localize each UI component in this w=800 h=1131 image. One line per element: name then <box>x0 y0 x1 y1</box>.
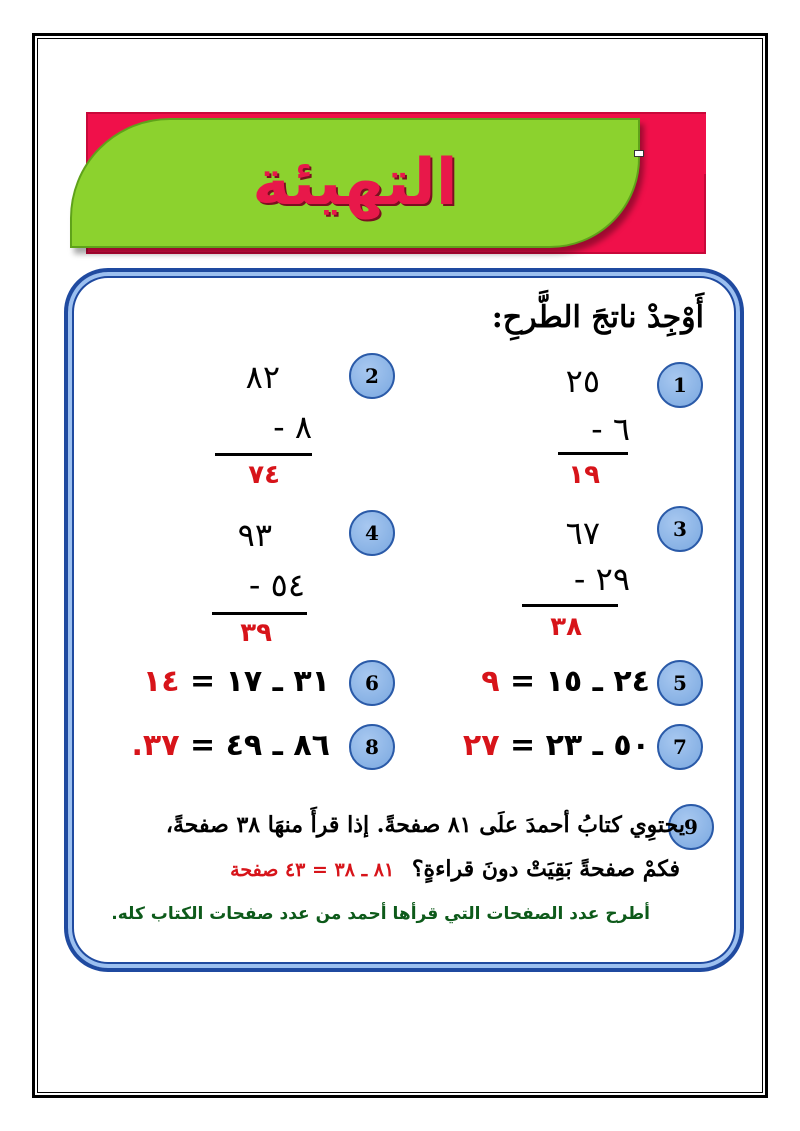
equation-row <box>132 728 330 763</box>
problem-rule <box>558 452 628 455</box>
equation-expression: ٢٤ ـ ١٥ = <box>510 664 650 699</box>
problem-rule <box>212 612 307 615</box>
equation-expression: ٨٦ ـ ٤٩ = <box>190 728 330 763</box>
problem-answer: ٣٨ <box>550 612 582 642</box>
equation-answer: ٩ <box>481 664 500 699</box>
equation-row <box>143 664 330 699</box>
page-title: التهيئة <box>252 146 458 220</box>
equation-answer: ٢٧ <box>462 728 500 763</box>
problem-number-badge: 9 <box>668 804 714 850</box>
problem-number-badge: 6 <box>349 660 395 706</box>
problem-minuend: ٦٧ <box>565 514 600 552</box>
problem-number-badge: 8 <box>349 724 395 770</box>
problem-rule <box>215 453 312 456</box>
equation-row <box>481 664 650 699</box>
problem-subtrahend: ٦ - <box>591 410 630 448</box>
word-problem-hint: أطرح عدد الصفحات التي قرأها أحمد من عدد صفحات الكتاب كله. <box>111 904 650 924</box>
problem-subtrahend: ٥٤ - <box>248 566 305 604</box>
problem-number-badge: 5 <box>657 660 703 706</box>
problem-number-badge: 4 <box>349 510 395 556</box>
problem-minuend: ٨٢ <box>245 358 280 396</box>
equation-expression: ٥٠ ـ ٢٣ = <box>510 728 650 763</box>
problem-rule <box>522 604 618 607</box>
problem-answer: ٣٩ <box>240 618 272 648</box>
problem-subtrahend: ٨ - <box>273 408 312 446</box>
equation-row <box>463 728 650 763</box>
equation-expression: ٣١ ـ ١٧ = <box>190 664 330 699</box>
problem-minuend: ٢٥ <box>565 362 600 400</box>
problem-number-badge: 1 <box>657 362 703 408</box>
word-problem-line-2 <box>230 856 680 882</box>
problem-answer: ١٩ <box>568 460 600 490</box>
problem-number-badge: 7 <box>657 724 703 770</box>
instruction-heading: أَوْجِدْ ناتجَ الطَّرحِ: <box>491 300 704 335</box>
word-problem-question: فكمْ صفحةً بَقِيَتْ دونَ قراءةٍ؟ <box>411 856 680 882</box>
problem-number-badge: 3 <box>657 506 703 552</box>
problem-subtrahend: ٢٩ - <box>573 560 630 598</box>
equation-answer: ١٤ <box>142 664 180 699</box>
problem-number-badge: 2 <box>349 353 395 399</box>
problem-answer: ٧٤ <box>248 460 280 490</box>
equation-answer: ٣٧. <box>131 728 180 763</box>
problem-minuend: ٩٣ <box>237 516 272 554</box>
word-problem-line-1: يحتوِي كتابُ أحمدَ علَى ٨١ صفحةً. إذا قرأَ منهَا ٣٨ صفحةً، <box>165 812 685 838</box>
word-problem-answer: ٨١ ـ ٣٨ = ٤٣ صفحة <box>230 859 395 881</box>
